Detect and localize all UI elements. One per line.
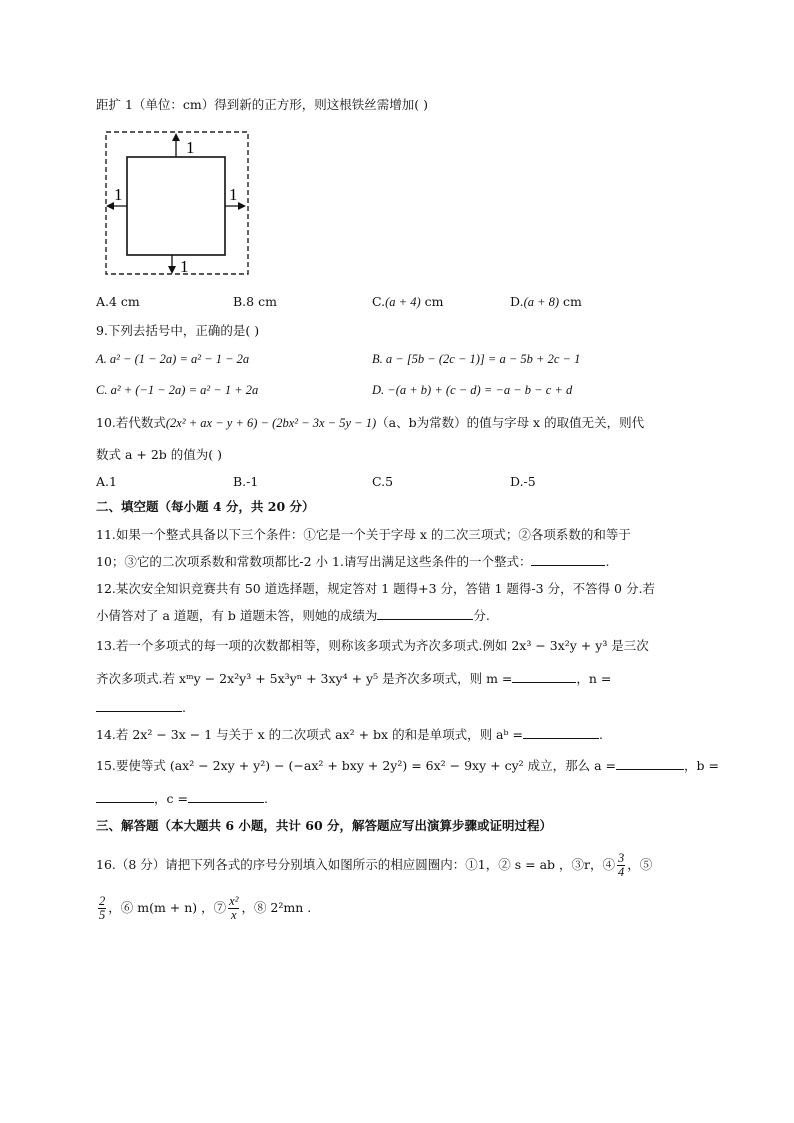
- q10-expression: (2x² + ax − y + 6) − (2bx² − 3x − 5y − 1): [165, 416, 377, 430]
- label-right: 1: [229, 185, 238, 204]
- arrow-left-head: [106, 202, 114, 210]
- q9-option-c: C. a² + (−1 − 2a) = a² − 1 + 2a: [96, 383, 259, 397]
- section3-title: 三、解答题（本大题共 6 小题，共计 60 分，解答题应写出演算步骤或证明过程）: [96, 818, 553, 833]
- frac-denominator: 5: [99, 908, 106, 922]
- q9-option-b: B. a − [5b − (2c − 1)] = a − 5b + 2c − 1: [372, 352, 581, 366]
- q16-fraction-3-4: [617, 852, 625, 879]
- q10-line2: 数式 a + 2b 的值为( ): [96, 447, 223, 462]
- q12-line2-text: 小倩答对了 a 道题，有 b 道题未答，则她的成绩为: [96, 608, 378, 623]
- q11-end: .: [605, 554, 610, 569]
- label-left: 1: [114, 185, 123, 204]
- q10-option-a: A.1: [96, 474, 117, 489]
- q9-option-a: A. a² − (1 − 2a) = a² − 1 − 2a: [96, 352, 250, 366]
- q15-b-blank[interactable]: [96, 790, 154, 803]
- q10-option-c: C.5: [372, 474, 394, 489]
- q8-option-b: B.8 cm: [233, 294, 277, 309]
- q8-option-d-unit: cm: [559, 294, 582, 309]
- q15-c-label: ，c =: [154, 791, 188, 806]
- q16-line1-text: 16.（8 分）请把下列各式的序号分别填入如图所示的相应圆圈内：①1，② s = ab ，③r，④: [96, 857, 615, 872]
- label-top: 1: [186, 138, 195, 157]
- q10-prefix: 10.若代数式: [96, 415, 166, 430]
- section2-title: 二、填空题（每小题 4 分，共 20 分）: [96, 499, 315, 514]
- q16-line1: [96, 852, 652, 879]
- q12-line2: [96, 607, 490, 624]
- q15-line1-text: 15.要使等式 (ax² − 2xy + y²) − (−ax² + bxy + 2y²) = 6x² − 9xy + cy² 成立，那么 a =: [96, 758, 616, 773]
- q16-item6: ，⑥ m(m + n) ，⑦: [108, 900, 227, 915]
- q8-option-c: [372, 294, 443, 310]
- q16-item8: ，⑧ 2²mn .: [241, 900, 312, 915]
- q12-line1: 12.某次安全知识竞赛共有 50 道选择题，规定答对 1 题得+3 分，答错 1 题得-3 分，不答得 0 分.若: [96, 581, 655, 596]
- q13-n-label: ，n =: [576, 671, 612, 686]
- q11-line2-text: 10；③它的二次项系数和常数项都比-2 小 1.请写出满足这些条件的一个整式：: [96, 554, 532, 569]
- q15-end: .: [263, 791, 268, 806]
- q12-answer-blank[interactable]: [377, 607, 473, 620]
- q13-line1: 13.若一个多项式的每一项的次数都相等，则称该多项式为齐次多项式.例如 2x³ − 3x²y + y³ 是三次: [96, 638, 649, 653]
- label-bottom: 1: [180, 257, 189, 276]
- q14-answer-blank[interactable]: [523, 726, 599, 739]
- q13-line2-text: 齐次多项式.若 xᵐy − 2x²y³ + 5x³yⁿ + 3xy⁴ + y⁵ 是齐次多项式，则 m =: [96, 671, 513, 686]
- q16-fraction-x2-x: [228, 895, 239, 922]
- q16-line1-end: ，⑤: [627, 857, 653, 872]
- q10-suffix: （a、b为常数）的值与字母 x 的取值无关，则代: [376, 415, 645, 430]
- q13-m-blank[interactable]: [512, 670, 576, 683]
- frac-numerator: 2: [99, 894, 106, 908]
- frac-denominator: 4: [617, 865, 625, 879]
- arrow-bottom-head: [168, 266, 176, 274]
- q15-a-blank[interactable]: [616, 757, 684, 770]
- q11-line1: 11.如果一个整式具备以下三个条件：①它是一个关于字母 x 的二次三项式；②各项系数的和等于: [96, 527, 631, 542]
- q10-line1: [96, 415, 644, 431]
- q8-intro: 距扩 1（单位：cm）得到新的正方形，则这根铁丝需增加( ): [96, 97, 429, 112]
- q14-text: 14.若 2x² − 3x − 1 与关于 x 的二次项式 ax² + bx 的和是单项式，则 aᵇ =: [96, 727, 523, 742]
- q15-b-label: ，b =: [684, 758, 719, 773]
- q13-n-blank[interactable]: [96, 699, 182, 712]
- q15-line2: [96, 790, 268, 807]
- q8-option-c-unit: cm: [420, 294, 444, 309]
- q13-end: .: [182, 700, 186, 715]
- inner-square: [127, 157, 225, 255]
- q16-line2: [96, 895, 311, 922]
- q8-option-d: [510, 294, 582, 310]
- q9-option-d: D. −(a + b) + (c − d) = −a − b − c + d: [372, 383, 573, 397]
- q15-line1: [96, 757, 719, 774]
- q8-option-a: A.4 cm: [96, 294, 140, 309]
- q8-option-c-prefix: C.: [372, 294, 386, 309]
- q12-end: 分.: [473, 608, 490, 623]
- q11-line2: [96, 553, 609, 570]
- arrow-right-head: [238, 202, 246, 210]
- frac-numerator: x²: [229, 894, 239, 908]
- q10-option-d: D.-5: [510, 474, 536, 489]
- arrow-top-head: [172, 133, 180, 141]
- q15-c-blank[interactable]: [188, 790, 264, 803]
- q10-option-b: B.-1: [233, 474, 259, 489]
- q13-line2: [96, 670, 611, 687]
- square-expansion-figure: [104, 130, 254, 280]
- q11-answer-blank[interactable]: [531, 553, 605, 566]
- q14-line: [96, 726, 603, 743]
- frac-denominator: x: [231, 908, 237, 922]
- q8-option-d-prefix: D.: [510, 294, 524, 309]
- q14-end: .: [598, 727, 603, 742]
- q13-line3: [96, 699, 186, 716]
- q8-option-c-math: (a + 4): [385, 295, 421, 309]
- frac-numerator: 3: [617, 851, 625, 865]
- q16-fraction-2-5: [98, 895, 106, 922]
- q8-option-d-math: (a + 8): [523, 295, 560, 309]
- q9-stem: 9.下列去括号中，正确的是( ): [96, 323, 260, 338]
